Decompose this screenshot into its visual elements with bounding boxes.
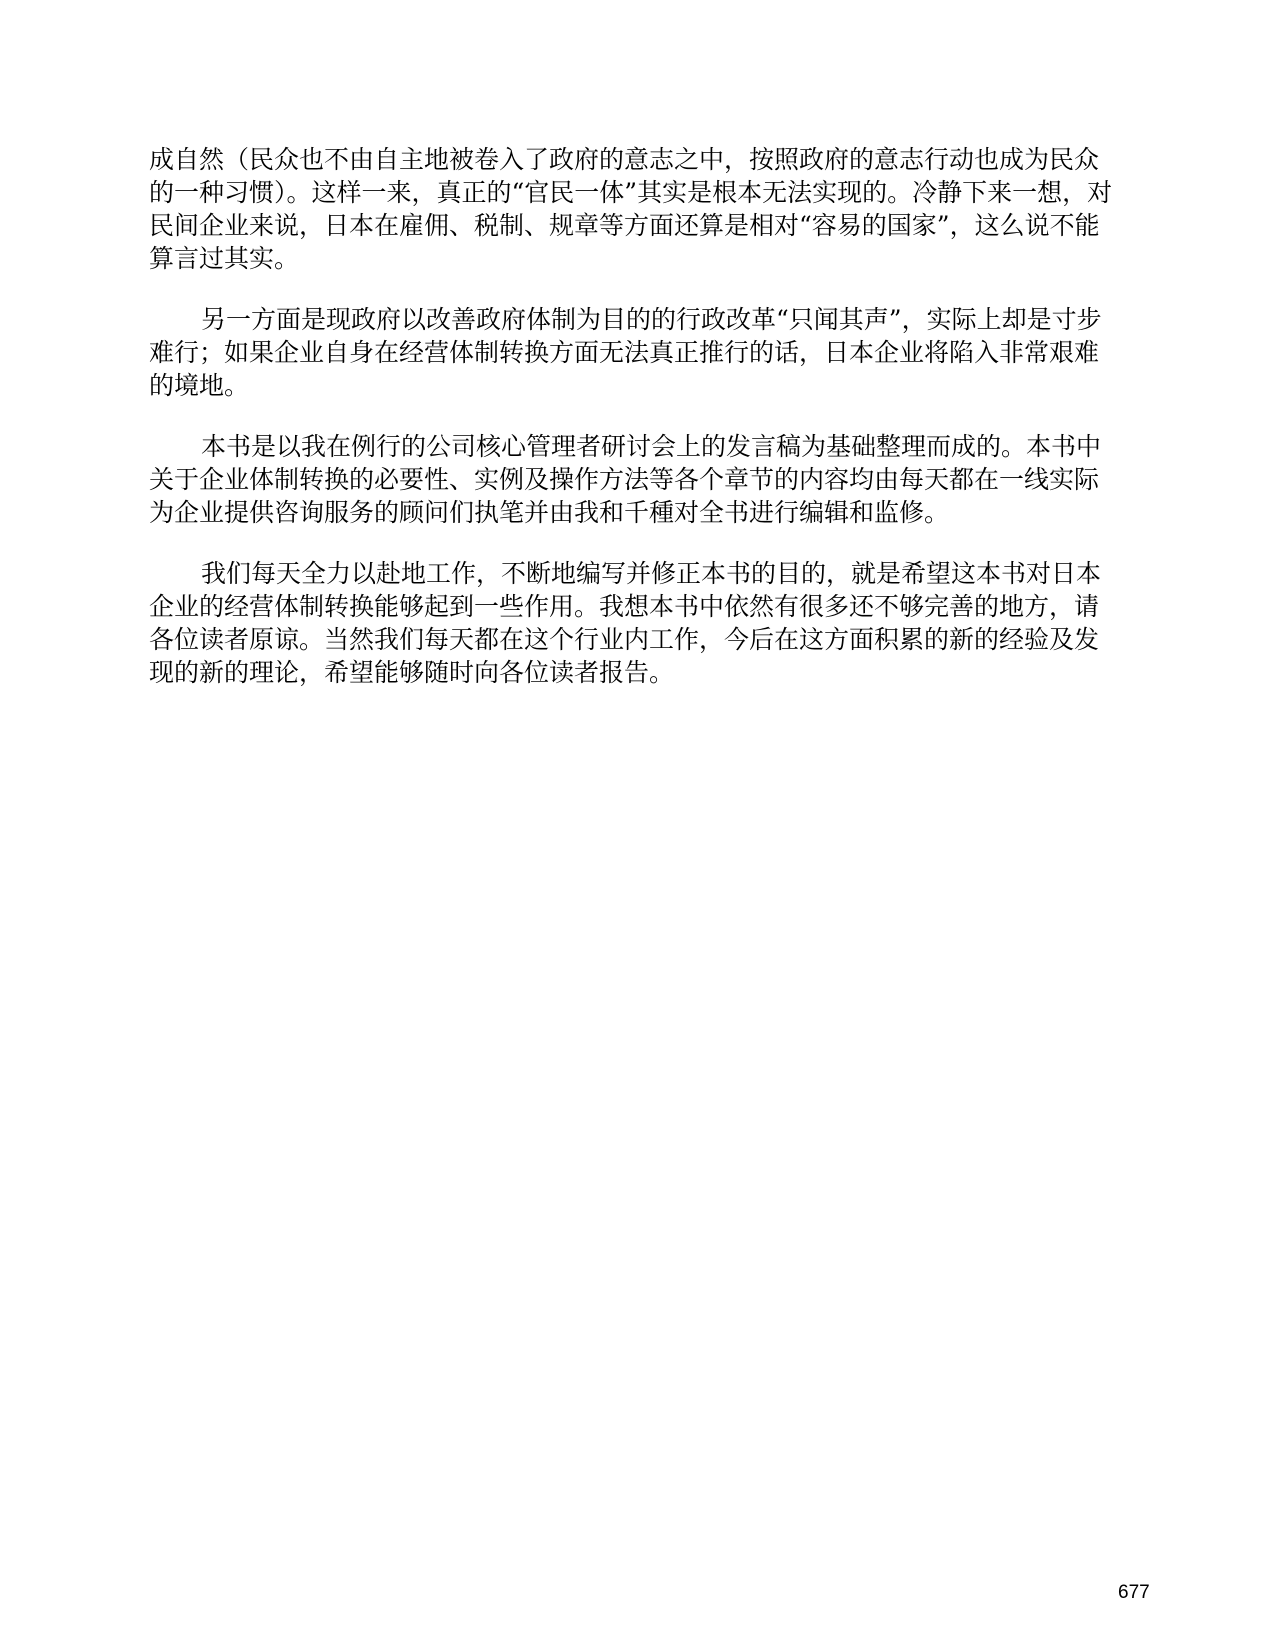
paragraph-book-origin: 本书是以我在例行的公司核心管理者研讨会上的发言稿为基础整理而成的。本书中关于企业体制转换的必要性、实例及操作方法等各个章节的内容均由每天都在一线实际为企业提供咨询服务的顾问们执笔并由我和千種对全书进行编辑和监修。 xyxy=(149,432,1102,527)
paragraph-book-purpose: 我们每天全力以赴地工作，不断地编写并修正本书的目的，就是希望这本书对日本企业的经营体制转换能够起到一些作用。我想本书中依然有很多还不够完善的地方，请各位读者原谅。当然我们每天都在这个行业内工作，今后在这方面积累的新的经验及发现的新的理论，希望能够随时向各位读者报告。 xyxy=(149,559,1102,687)
paragraph-continued: 成自然（民众也不由自主地被卷入了政府的意志之中，按照政府的意志行动也成为民众的一种习惯）。这样一来，真正的“官民一体”其实是根本无法实现的。冷静下来一想，对民间企业来说，日本在雇佣、税制、规章等方面还算是相对“容易的国家”，这么说不能算言过其实。 xyxy=(149,145,1113,273)
page-number: 677 xyxy=(1118,1582,1150,1603)
document-body xyxy=(149,143,1115,717)
paragraph-administrative-reform: 另一方面是现政府以改善政府体制为目的的行政改革“只闻其声”，实际上却是寸步难行；如果企业自身在经营体制转换方面无法真正推行的话，日本企业将陷入非常艰难的境地。 xyxy=(149,305,1102,400)
